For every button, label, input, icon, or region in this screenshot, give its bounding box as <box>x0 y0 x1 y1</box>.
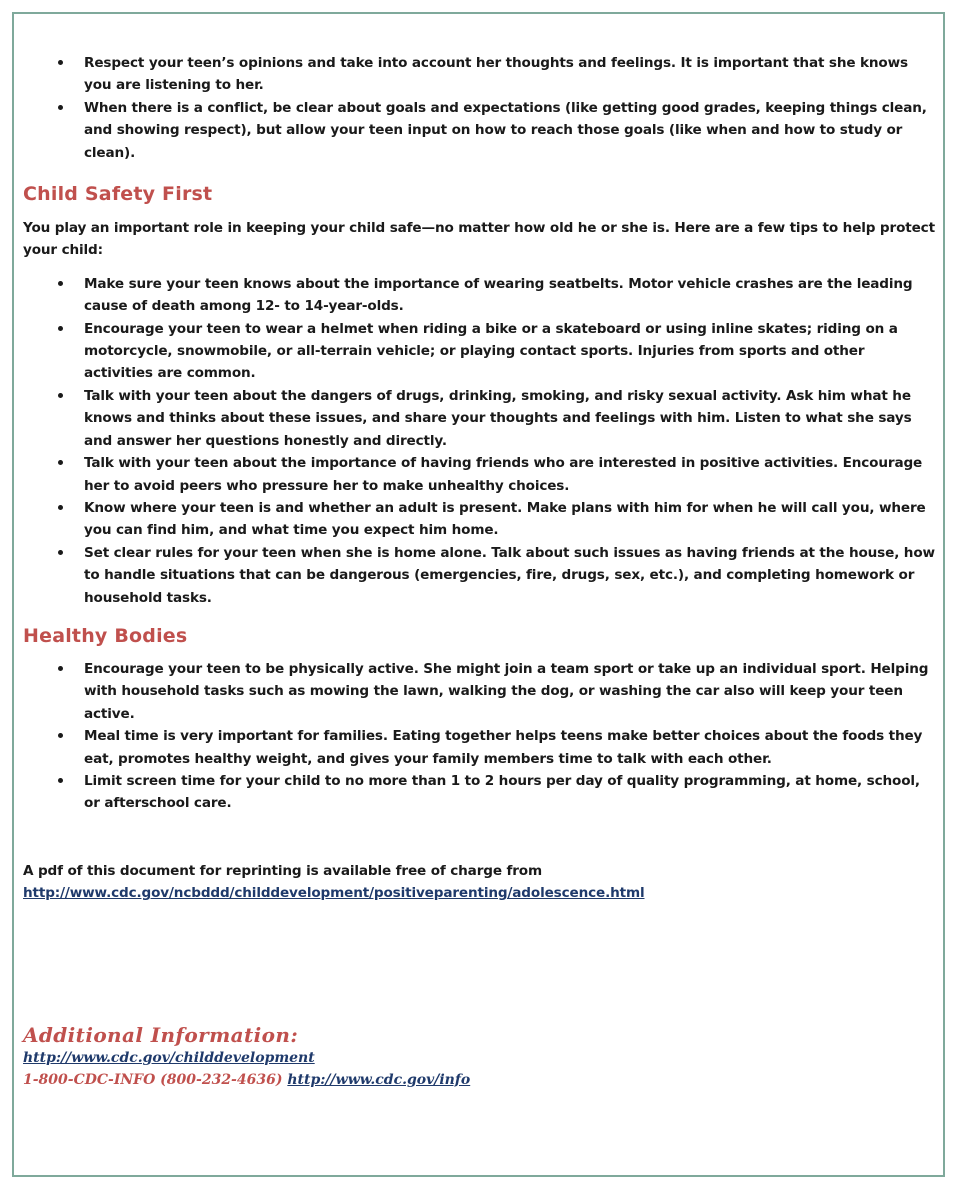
list-item: Know where your teen is and whether an adult is present. Make plans with him for when he will call you, where you can find him, and what time you expect him home. <box>23 497 935 542</box>
additional-info-line-1 <box>23 1047 935 1069</box>
list-item: Respect your teen’s opinions and take into account her thoughts and feelings. It is important that she knows you are listening to her. <box>23 52 935 97</box>
list-item: Set clear rules for your teen when she is home alone. Talk about such issues as having friends at the house, how to handle situations that can be dangerous (emergencies, fire, drugs, sex, etc.), and completing homework or household tasks. <box>23 542 935 609</box>
pdf-availability-text: A pdf of this document for reprinting is available free of charge from <box>23 862 543 879</box>
list-item: Talk with your teen about the importance of having friends who are interested in positive activities. Encourage her to avoid peers who pressure her to make unhealthy choices. <box>23 452 935 497</box>
additional-info-title: Additional Information: <box>23 1022 299 1047</box>
list-item: Talk with your teen about the dangers of drugs, drinking, smoking, and risky sexual activity. Ask him what he knows and thinks about these issues, and share your thoughts and feelings with him. Listen to what she says and answer her questions honestly and directly. <box>23 385 935 452</box>
list-item: Meal time is very important for families. Eating together helps teens make better choices about the foods they eat, promotes healthy weight, and gives your family members time to talk with each other. <box>23 725 935 770</box>
section-heading-child-safety: Child Safety First <box>23 183 213 206</box>
childdevelopment-link[interactable]: http://www.cdc.gov/childdevelopment <box>23 1049 315 1066</box>
intro-bullet-list <box>23 52 935 164</box>
bodies-bullet-list <box>23 658 935 815</box>
info-link[interactable]: http://www.cdc.gov/info <box>287 1071 471 1088</box>
safety-bullet-list <box>23 273 935 609</box>
section-heading-healthy-bodies: Healthy Bodies <box>23 624 188 647</box>
list-item: When there is a conflict, be clear about goals and expectations (like getting good grades, keeping things clean, and showing respect), but allow your teen input on how to reach those goals (like when and how to study or clean). <box>23 97 935 164</box>
additional-info-line-2 <box>23 1069 935 1091</box>
list-item: Encourage your teen to wear a helmet when riding a bike or a skateboard or using inline skates; riding on a motorcycle, snowmobile, or all-terrain vehicle; or playing contact sports. Injuries from sports and other activities are common. <box>23 318 935 385</box>
section-intro-child-safety: You play an important role in keeping your child safe—no matter how old he or she is. Here are a few tips to help protect your child: <box>23 220 935 259</box>
list-item: Encourage your teen to be physically active. She might join a team sport or take up an individual sport. Helping with household tasks such as mowing the lawn, walking the dog, or washing the car also will keep your teen active. <box>23 658 935 725</box>
document-body <box>23 52 935 1091</box>
list-item: Make sure your teen knows about the importance of wearing seatbelts. Motor vehicle crashes are the leading cause of death among 12- to 14-year-olds. <box>23 273 935 318</box>
list-item: Limit screen time for your child to no more than 1 to 2 hours per day of quality programming, at home, school, or afterschool care. <box>23 770 935 815</box>
phone-number: 1-800-CDC-INFO (800-232-4636) <box>23 1071 283 1088</box>
pdf-link[interactable]: http://www.cdc.gov/ncbddd/childdevelopment/positiveparenting/adolescence.html <box>23 885 645 902</box>
